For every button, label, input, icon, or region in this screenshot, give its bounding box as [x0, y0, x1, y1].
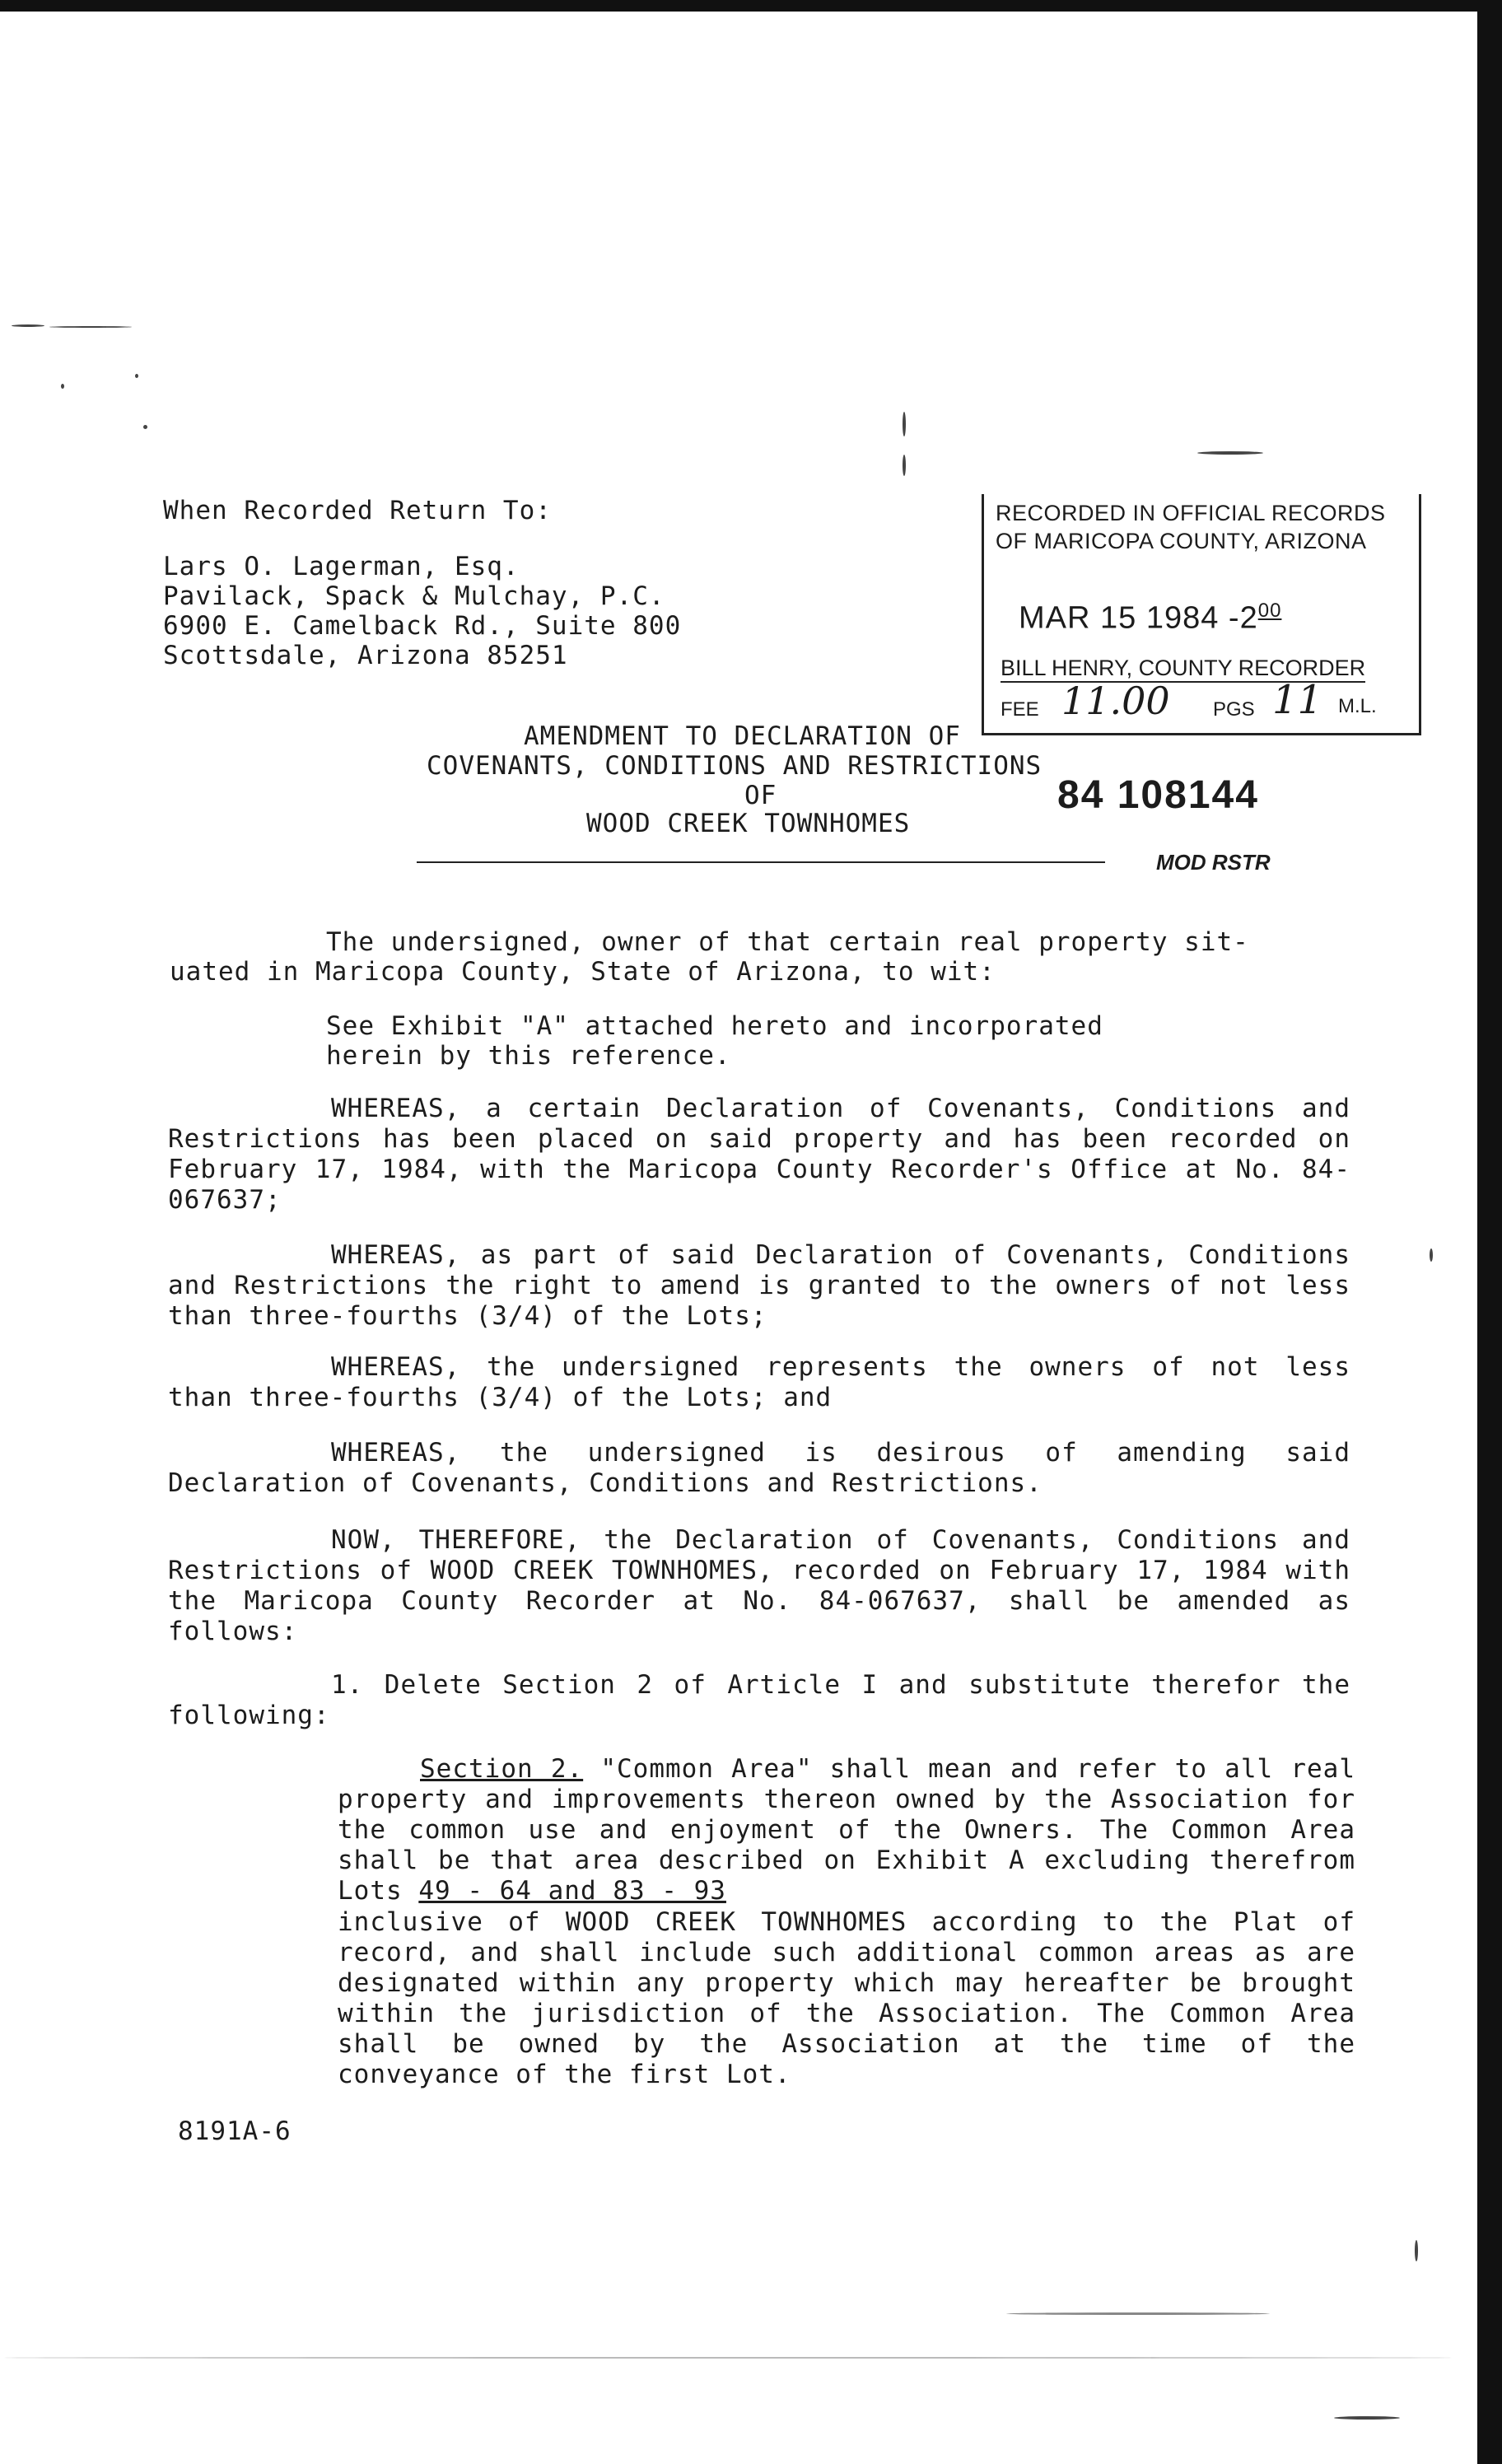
scan-speck — [135, 374, 138, 378]
scan-speck — [903, 455, 906, 476]
scan-edge-right — [1477, 0, 1502, 2464]
title-line-4: WOOD CREEK TOWNHOMES — [586, 809, 911, 838]
scan-speck — [49, 326, 132, 328]
section-2-text-a: "Common Area" shall mean and refer to all real property and improvements thereon owned by the Association for the common use and enjoyment of the Owners. The Common Area shall be that area described on Exhibit A excluding therefrom Lots — [338, 1754, 1355, 1906]
document-number: 84 108144 — [1057, 773, 1259, 817]
section-2-paragraph-b: inclusive of WOOD CREEK TOWNHOMES according to the Plat of record, and shall include such additional common areas as are designated within any property which may hereafter be brought within the jurisdiction of the Association. The Common Area shall be owned by the Association at the time of the conveyance of the first Lot. — [338, 1907, 1355, 2089]
scan-speck — [1197, 451, 1263, 455]
footer-code: 8191A-6 — [178, 2116, 292, 2146]
scan-speck — [903, 412, 906, 436]
scan-speck — [1334, 2416, 1400, 2420]
stamp-pgs-value: 11 — [1272, 677, 1323, 723]
stamp-line-1: RECORDED IN OFFICIAL RECORDS — [996, 501, 1386, 525]
scan-speck — [1006, 2312, 1270, 2315]
scan-speck — [1415, 2240, 1418, 2261]
now-therefore-paragraph: NOW, THEREFORE, the Declaration of Covenants, Conditions and Restrictions of WOOD CREEK TOWNHOMES, recorded on February 17, 1984 with the Maricopa County Recorder at No. 84-067637, shall be amended as follows: — [168, 1525, 1350, 1646]
whereas-paragraph-4: WHEREAS, the undersigned is desirous of amending said Declaration of Covenants, Conditions and Restrictions. — [168, 1438, 1350, 1498]
scan-speck — [12, 324, 44, 327]
intro-line-1: The undersigned, owner of that certain real property sit- — [326, 927, 1249, 957]
return-to-heading: When Recorded Return To: — [163, 496, 552, 525]
return-to-line: Lars O. Lagerman, Esq. — [163, 552, 520, 581]
whereas-paragraph-3: WHEREAS, the undersigned represents the owners of not less than three-fourths (3/4) of the Lots; and — [168, 1352, 1350, 1412]
stamp-line-2: OF MARICOPA COUNTY, ARIZONA — [996, 529, 1367, 553]
stamp-time-suffix: 00 — [1257, 600, 1282, 622]
scan-speck — [1430, 1248, 1433, 1262]
stamp-recorder: BILL HENRY, COUNTY RECORDER — [1001, 656, 1365, 683]
title-rule — [417, 861, 1105, 863]
scan-speck — [143, 425, 147, 429]
title-line-1: AMENDMENT TO DECLARATION OF — [524, 721, 961, 751]
whereas-paragraph-1: WHEREAS, a certain Declaration of Covenants, Conditions and Restrictions has been placed on said property and has been recorded on February 17, 1984, with the Maricopa County Recorder's Office at No. 84-067637; — [168, 1094, 1350, 1215]
scan-speck — [61, 384, 64, 389]
section-2-heading: Section 2. — [420, 1754, 584, 1784]
intro-line-2: uated in Maricopa County, State of Arizona, to wit: — [170, 957, 996, 987]
title-line-2: COVENANTS, CONDITIONS AND RESTRICTIONS — [427, 751, 1043, 781]
return-to-line: 6900 E. Camelback Rd., Suite 800 — [163, 611, 682, 641]
scan-edge-top — [0, 0, 1502, 12]
scan-speck — [3, 2357, 1453, 2359]
recording-stamp — [982, 494, 1421, 735]
section-2-paragraph-a — [338, 1754, 1355, 1906]
stamp-ml: M.L. — [1338, 695, 1377, 717]
stamp-date-text: MAR 15 1984 -2 — [1019, 600, 1258, 636]
stamp-pgs-label: PGS — [1213, 698, 1255, 721]
item-1-paragraph: 1. Delete Section 2 of Article I and substitute therefor the following: — [168, 1670, 1350, 1730]
mod-rstr-stamp: MOD RSTR — [1156, 850, 1271, 875]
exhibit-line-2: herein by this reference. — [326, 1041, 731, 1071]
stamp-date — [1019, 600, 1281, 637]
excluded-lots: 49 - 64 and 83 - 93 — [418, 1876, 726, 1906]
return-to-line: Scottsdale, Arizona 85251 — [163, 641, 568, 670]
title-line-3: OF — [744, 781, 777, 810]
whereas-paragraph-2: WHEREAS, as part of said Declaration of Covenants, Conditions and Restrictions the right to amend is granted to the owners of not less than three-fourths (3/4) of the Lots; — [168, 1240, 1350, 1331]
return-to-line: Pavilack, Spack & Mulchay, P.C. — [163, 581, 665, 611]
stamp-fee-label: FEE — [1001, 698, 1039, 721]
stamp-fee-value: 11.00 — [1061, 679, 1170, 723]
exhibit-line-1: See Exhibit "A" attached hereto and incorporated — [326, 1011, 1103, 1041]
